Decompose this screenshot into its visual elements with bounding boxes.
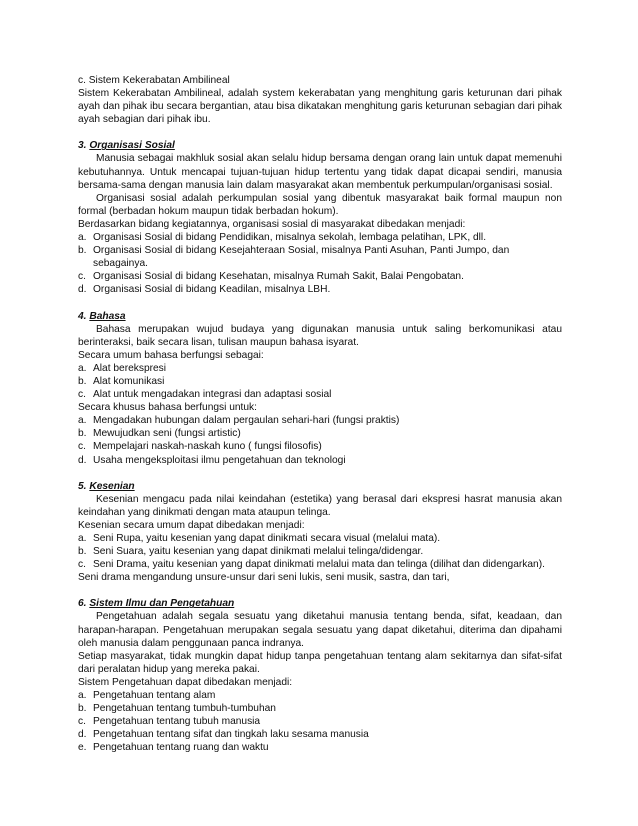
section-number: 4. — [78, 310, 87, 322]
list-item — [78, 375, 562, 388]
list-text: Seni Rupa, yaitu kesenian yang dapat dinikmati secara visual (melalui mata). — [93, 533, 441, 544]
list-item — [78, 362, 562, 375]
list-text: Mengadakan hubungan dalam pergaulan sehari-hari (fungsi praktis) — [93, 415, 400, 427]
list-text: Mewujudkan seni (fungsi artistic) — [93, 428, 241, 440]
list-item — [78, 414, 562, 427]
paragraph: Organisasi sosial adalah perkumpulan sosial yang dibentuk masyarakat baik formal maupun non formal (berbadan hokum maupun tidak berbadan hokum). — [78, 192, 562, 217]
list — [78, 689, 562, 754]
list-text: Seni Suara, yaitu kesenian yang dapat dinikmati melalui telinga/didengar. — [93, 546, 424, 558]
section-title: Organisasi Sosial — [89, 140, 175, 152]
list — [78, 362, 562, 401]
list-marker: c. — [78, 389, 86, 401]
paragraph: Seni drama mengandung unsure-unsur dari seni lukis, seni musik, sastra, dan tari, — [78, 572, 450, 584]
list-item — [78, 231, 562, 244]
list-item — [78, 545, 562, 558]
list-marker: d. — [78, 729, 87, 741]
section-title: Kesenian — [89, 480, 135, 492]
list-text: Alat komunikasi — [93, 375, 165, 387]
list-item — [78, 728, 562, 741]
list-marker: c. — [78, 271, 86, 283]
list-text: Pengetahuan tentang tumbuh-tumbuhan — [93, 703, 276, 715]
list-item — [78, 454, 562, 467]
list-item — [78, 532, 562, 545]
list-marker: c. — [78, 559, 86, 571]
list-item — [78, 283, 562, 296]
document-page — [78, 74, 562, 755]
section-number: 3. — [78, 140, 87, 152]
section-number: 6. — [78, 598, 87, 610]
list-text: Organisasi Sosial di bidang Pendidikan, misalnya sekolah, lembaga pelatihan, LPK, dll. — [93, 232, 487, 244]
list-marker: c. — [78, 441, 86, 453]
list-marker: a. — [78, 533, 87, 544]
paragraph: Manusia sebagai makhluk sosial akan selalu hidup bersama dengan orang lain untuk dapat memenuhi kebutuhannya. Untuk mencapai tujuan-tujuan hidup tertentu yang tidak dapat dicapai sendiri, manusia bersama-sama dengan manusia lain dalam masyarakat akan membentuk perkumpulan/organisasi sosial. — [78, 153, 562, 191]
section-heading-kesenian — [78, 480, 562, 493]
list-item — [78, 270, 562, 283]
list-item — [78, 715, 562, 728]
section-heading-organisasi-sosial — [78, 139, 562, 152]
paragraph: Secara umum bahasa berfungsi sebagai: — [78, 349, 264, 361]
section-title: Sistem Ilmu dan Pengetahuan — [89, 598, 235, 610]
paragraph: Kesenian secara umum dapat dibedakan menjadi: — [78, 519, 305, 531]
list — [78, 231, 562, 296]
section-number: 5. — [78, 480, 87, 492]
list-text: Seni Drama, yaitu kesenian yang dapat dinikmati melalui mata dan telinga (dilihat dan didengarkan). — [93, 559, 545, 571]
section-heading-sistem-ilmu — [78, 597, 562, 610]
list-marker: b. — [78, 428, 87, 440]
list-item-ambilineal: c. Sistem Kekerabatan Ambilineal — [78, 75, 230, 86]
list-item — [78, 440, 562, 453]
paragraph: Setiap masyarakat, tidak mungkin dapat hidup tanpa pengetahuan tentang alam sekitarnya dan sifat-sifat dari peralatan hidup yang mereka pakai. — [78, 650, 562, 675]
paragraph: Sistem Pengetahuan dapat dibedakan menjadi: — [78, 676, 293, 688]
list-item — [78, 741, 562, 754]
list-text: Alat berekspresi — [93, 362, 167, 374]
list-marker: a. — [78, 690, 87, 702]
list-item — [78, 689, 562, 702]
list-text: Mempelajari naskah-naskah kuno ( fungsi filosofis) — [93, 441, 322, 453]
list-marker: a. — [78, 415, 87, 427]
list-item — [78, 702, 562, 715]
list-text: Pengetahuan tentang ruang dan waktu — [93, 742, 269, 754]
paragraph-ambilineal: Sistem Kekerabatan Ambilineal, adalah system kekerabatan yang menghitung garis keturunan dari pihak ayah dan pihak ibu secara bergantian, atau bisa dikatakan menghitung garis keturunan sebagian dari pihak ayah sebagian dari pihak ibu. — [78, 88, 562, 126]
list-text: Pengetahuan tentang tubuh manusia — [93, 716, 261, 728]
list-marker: b. — [78, 245, 87, 257]
list-item — [78, 427, 562, 440]
list-text: Organisasi Sosial di bidang Kesejahteraan Sosial, misalnya Panti Asuhan, Panti Jumpo, dan sebagainya. — [93, 245, 510, 270]
list-item — [78, 558, 562, 571]
paragraph: Bahasa merupakan wujud budaya yang digunakan manusia untuk saling berkomunikasi atau berinteraksi, baik secara lisan, tulisan maupun bahasa isyarat. — [78, 323, 562, 348]
list-marker: b. — [78, 703, 87, 715]
list-marker: a. — [78, 362, 87, 374]
list-item — [78, 244, 562, 270]
paragraph: Kesenian mengacu pada nilai keindahan (estetika) yang berasal dari ekspresi hasrat manusia akan keindahan yang dinikmati dengan mata ataupun telinga. — [78, 493, 562, 518]
list-text: Alat untuk mengadakan integrasi dan adaptasi sosial — [93, 389, 332, 401]
list — [78, 532, 562, 571]
list-marker: a. — [78, 232, 87, 244]
section-title: Bahasa — [89, 310, 126, 322]
list-text: Organisasi Sosial di bidang Keadilan, misalnya LBH. — [93, 284, 331, 296]
list-item — [78, 388, 562, 401]
list-marker: c. — [78, 716, 86, 728]
list-marker: d. — [78, 454, 87, 466]
section-heading-bahasa — [78, 310, 562, 323]
list-marker: b. — [78, 546, 87, 558]
list — [78, 414, 562, 466]
paragraph: Secara khusus bahasa berfungsi untuk: — [78, 402, 257, 414]
list-text: Pengetahuan tentang alam — [93, 690, 216, 702]
list-marker: e. — [78, 742, 87, 754]
list-marker: b. — [78, 375, 87, 387]
paragraph: Pengetahuan adalah segala sesuatu yang diketahui manusia tentang benda, sifat, keadaan, dan harapan-harapan. Pengetahuan merupakan segala sesuatu yang dapat diketahui, diterima dan dipahami oleh manusia dalam penggunaan panca indranya. — [78, 611, 562, 649]
list-text: Pengetahuan tentang sifat dan tingkah laku sesama manusia — [93, 729, 369, 741]
list-text: Organisasi Sosial di bidang Kesehatan, misalnya Rumah Sakit, Balai Pengobatan. — [93, 271, 464, 283]
list-marker: d. — [78, 284, 87, 296]
list-text: Usaha mengeksploitasi ilmu pengetahuan dan teknologi — [93, 454, 346, 466]
paragraph: Berdasarkan bidang kegiatannya, organisasi sosial di masyarakat dibedakan menjadi: — [78, 218, 466, 230]
